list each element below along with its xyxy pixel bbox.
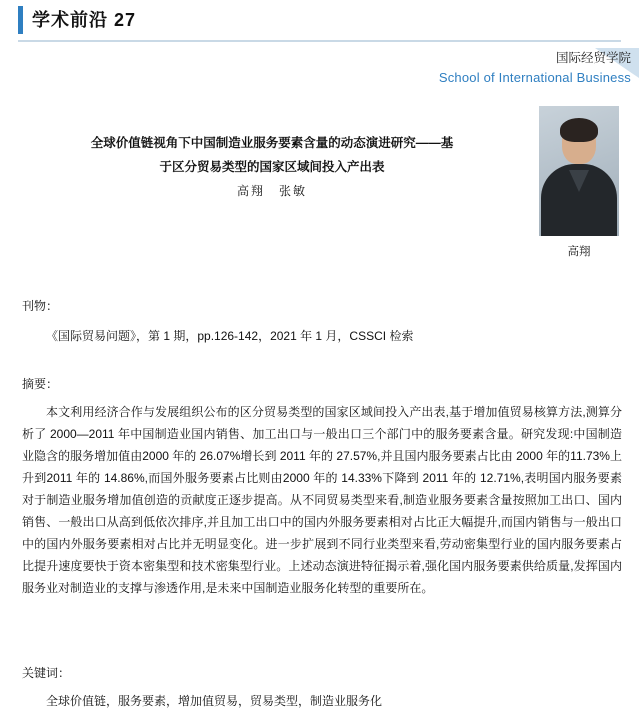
paper-authors: 高翔 张敏 [236, 184, 307, 198]
institution-block [301, 48, 631, 88]
paper-title-line-2: 于区分贸易类型的国家区域间投入产出表 [159, 160, 385, 174]
abstract-label: 摘要： [22, 377, 59, 391]
keywords-section [22, 662, 622, 712]
page-title: 学术前沿 27 [32, 10, 137, 30]
paper-title [62, 131, 482, 179]
journal-label: 刊物： [22, 299, 59, 313]
page-header [0, 0, 639, 48]
header-divider [18, 40, 621, 42]
header-accent-bar [18, 6, 23, 34]
institution-name-cn: 国际经贸学院 [555, 51, 631, 65]
journal-text: 《国际贸易问题》，第 1 期，pp.126-142，2021 年 1 月，CSSCI 检索 [46, 329, 414, 343]
journal-section [22, 295, 622, 347]
abstract-section [22, 373, 622, 599]
abstract-text: 本文利用经济合作与发展组织公布的区分贸易类型的国家区域间投入产出表,基于增加值贸易核算方法,测算分析了 2000—2011 年中国制造业国内销售、加工出口与一般出口三个部门中的服务要素含量。研究发现:中国制造业隐含的服务增加值由2000 年的 26.07%增长到 2011 年的 27.57%,并且国内服务要素占比由 2000 年的11.73%上升到2011 年的 14.86%,而国外服务要素占比则由2000 年的 14.33%下降到 2011 年的 12.71%,表明国内服务要素对于制造业服务增加值创造的贡献度正逐步提高。从不同贸易类型来看,制造业服务要素含量按照加工出口、国内销售、一般出口从高到低依次排序,并且加工出口中的国内外服务要素相对占比正大幅提升,而国内销售与一般出口中的国内外服务要素相对占比并无明显变化。进一步扩展到不同行业类型来看,劳动密集型行业的国内服务要素占比提升速度要快于资本密集型和技术密集型行业。上述动态演进特征揭示着,强化国内服务要素供给质量,发挥国内服务业对制造业的支撑与渗透作用,是未来中国制造业服务化转型的重要所在。 [22, 405, 622, 595]
keywords-text: 全球价值链，服务要素，增加值贸易，贸易类型，制造业服务化 [46, 694, 383, 708]
institution-name-en: School of International Business [438, 70, 631, 85]
portrait-caption: 高翔 [567, 246, 591, 258]
paper-title-line-1: 全球价值链视角下中国制造业服务要素含量的动态演进研究——基 [90, 136, 454, 150]
portrait-hair [560, 118, 598, 142]
author-portrait-photo [539, 106, 619, 236]
keywords-label: 关键词： [22, 666, 71, 680]
